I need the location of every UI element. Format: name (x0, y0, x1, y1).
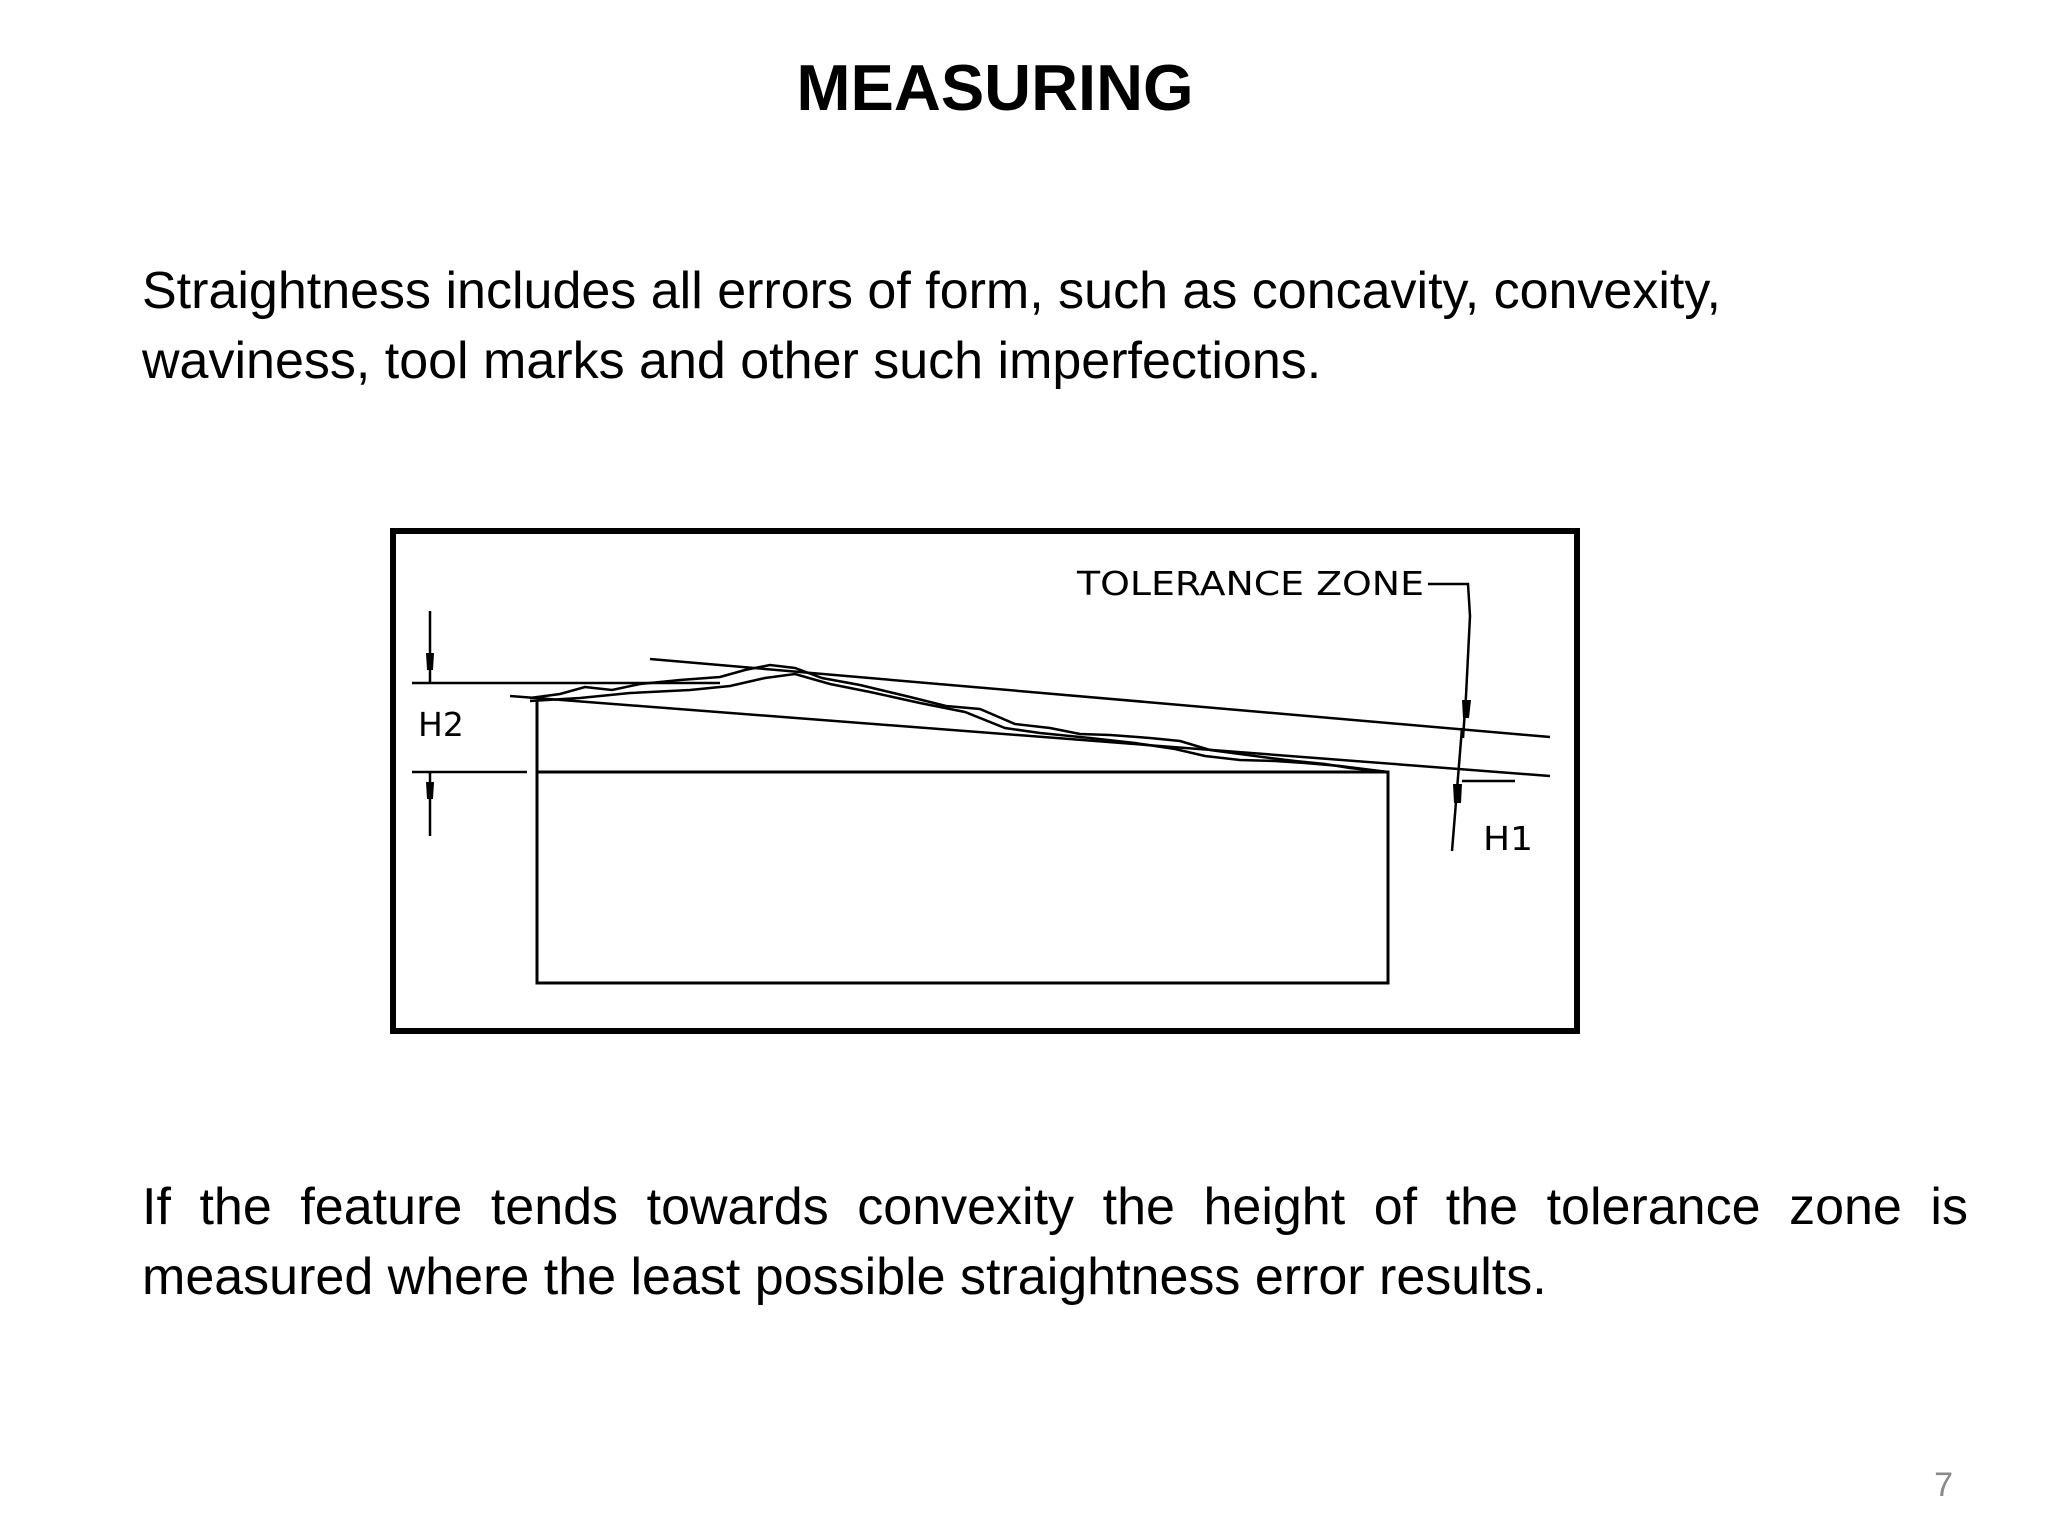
diagram-frame (393, 531, 1577, 1031)
h1-label: H1 (1483, 819, 1533, 858)
slide-title: MEASURING (796, 51, 1194, 124)
straightness-diagram (390, 528, 1582, 1038)
tolerance-zone-arrowhead (1462, 700, 1471, 718)
convexity-measurement-note: If the feature tends towards convexity the height of the tolerance zone is measured where the least possible straightness error results. (142, 1178, 1968, 1306)
tolerance-zone-lower-line (510, 696, 1550, 776)
tolerance-zone-upper-line (650, 659, 1550, 737)
page-number: 7 (1934, 1466, 1953, 1504)
straightness-definition: Straightness includes all errors of form, such as concavity, convexity, waviness, tool marks and other such imperfections. (142, 262, 1721, 390)
h2-arrowhead-bottom (426, 782, 434, 799)
h2-arrowhead-top (426, 653, 434, 670)
h2-label: H2 (418, 705, 464, 744)
tolerance-zone-label: TOLERANCE ZONE (1075, 564, 1424, 603)
h1-arrowhead (1453, 784, 1462, 803)
workpiece-block (537, 772, 1388, 983)
surface-profile-upper (530, 665, 1388, 772)
